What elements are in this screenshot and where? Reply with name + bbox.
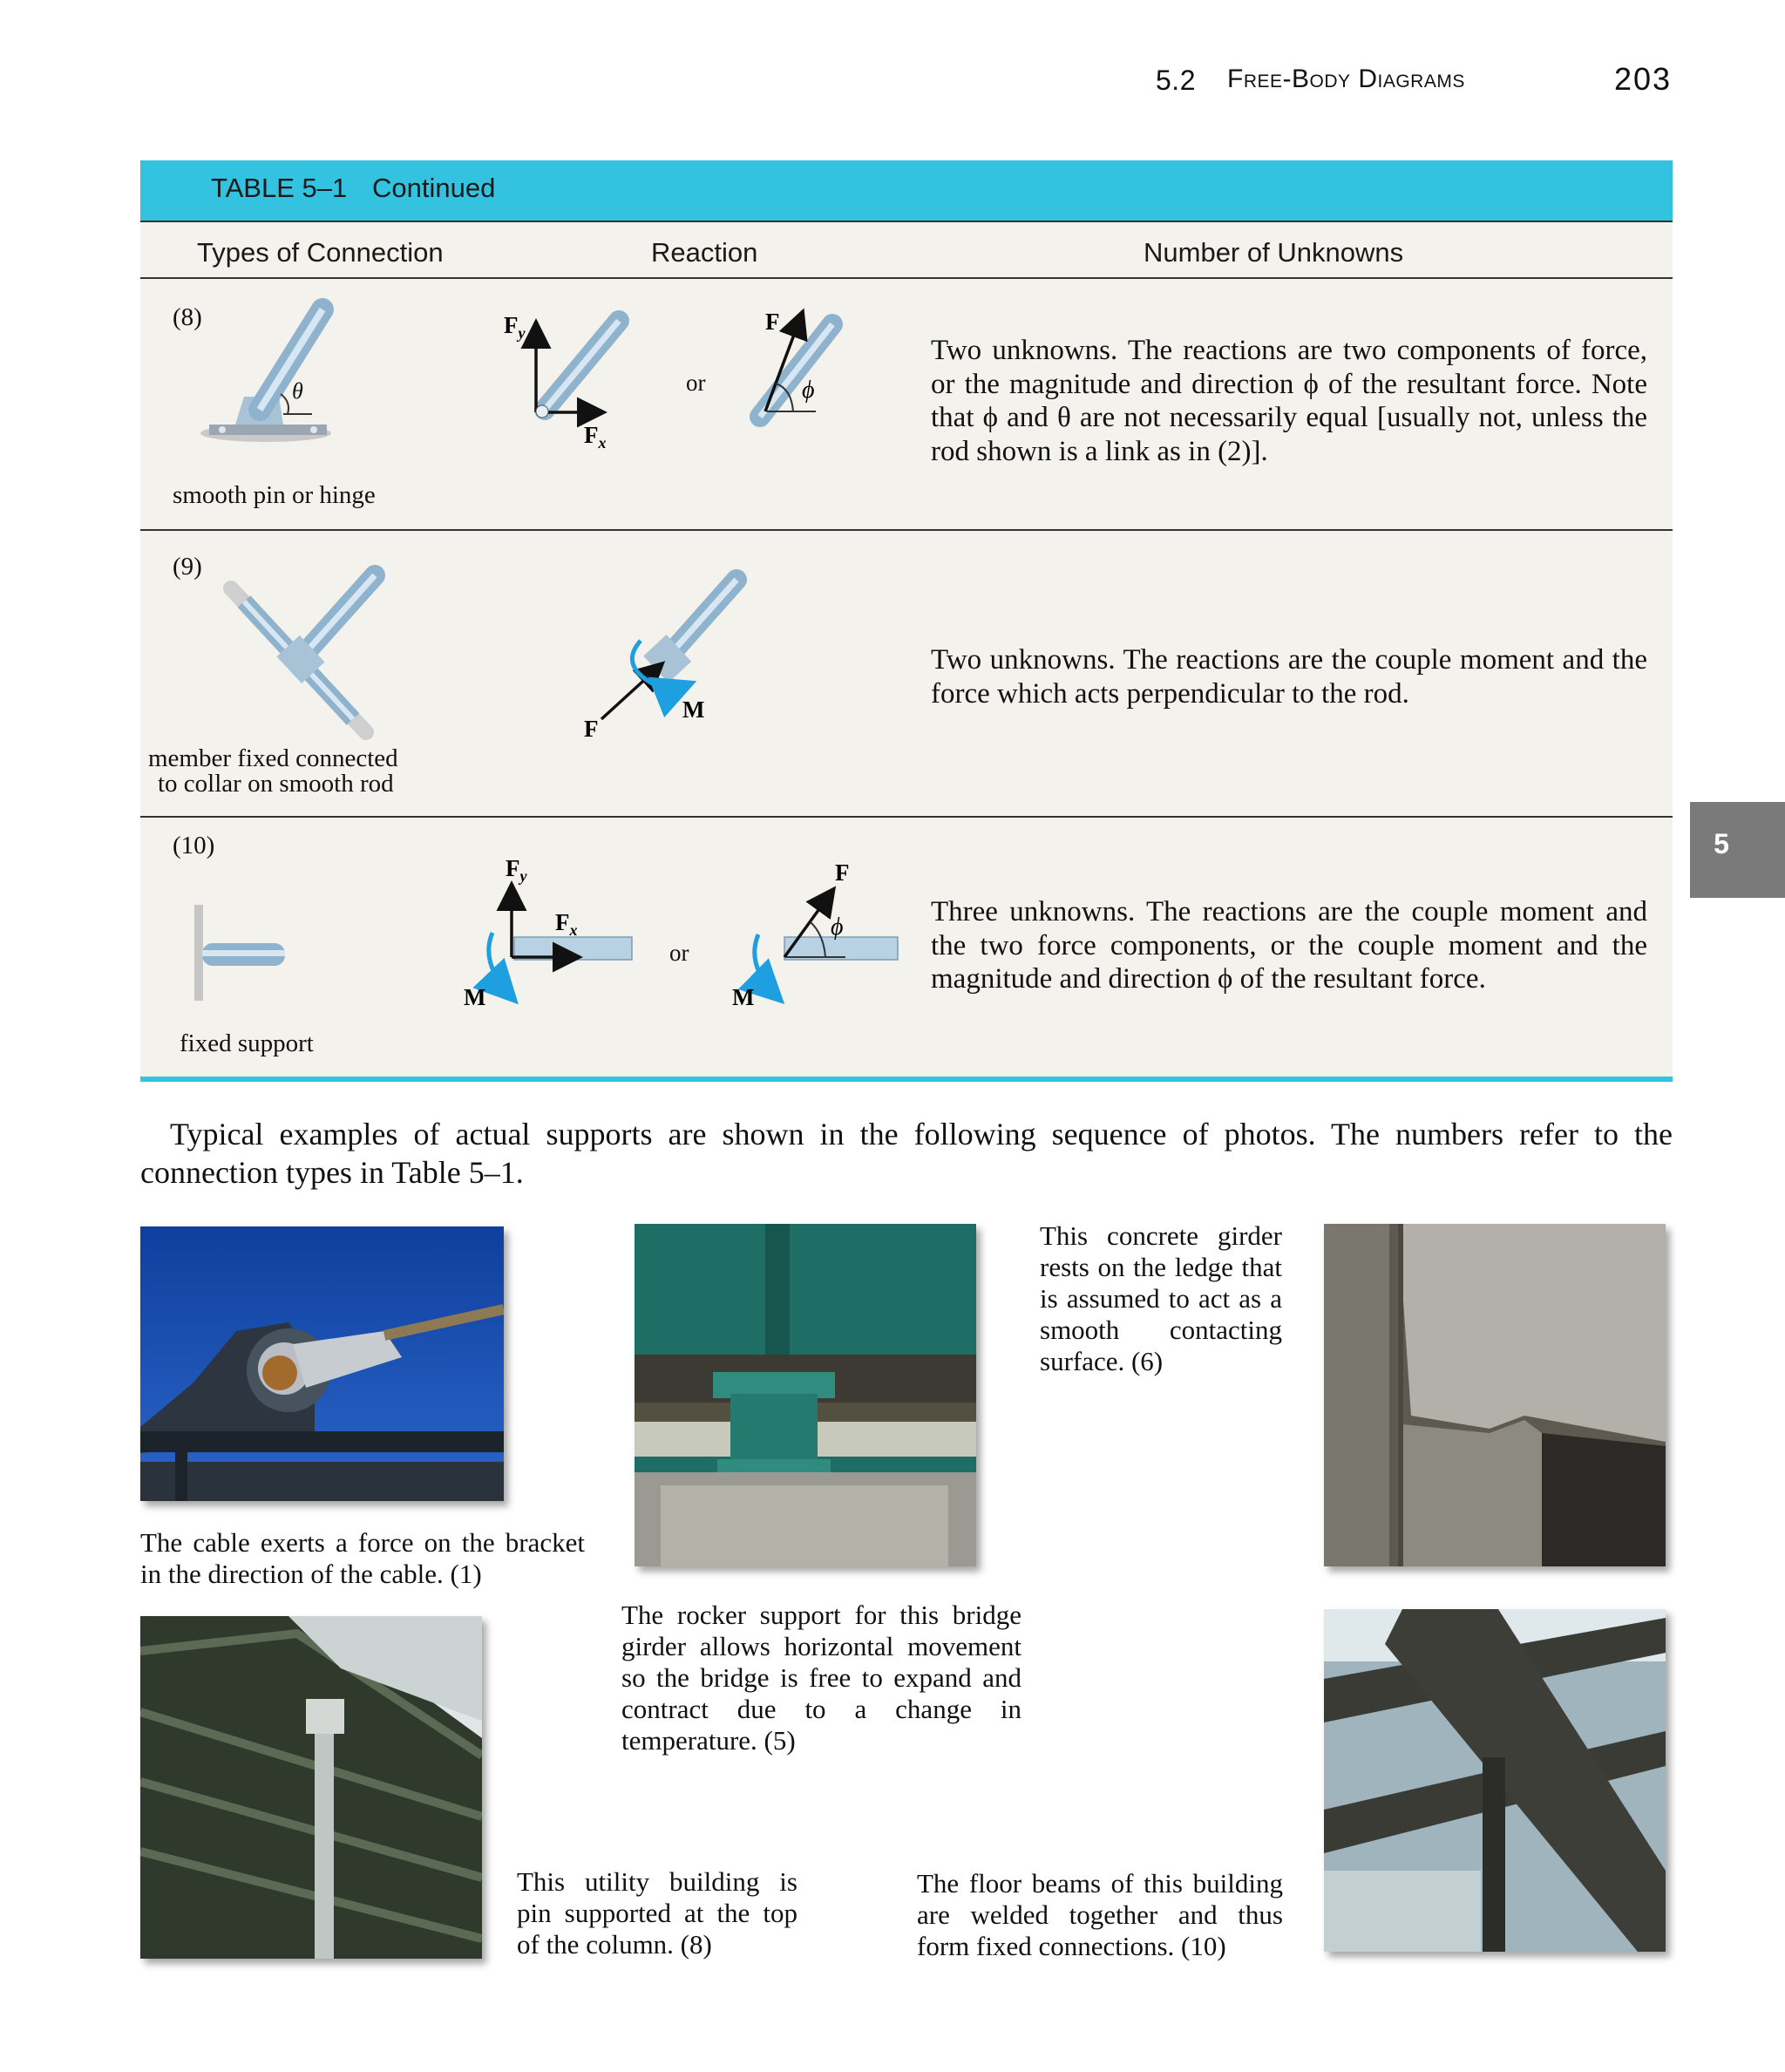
table-rule <box>140 221 1673 222</box>
svg-text:Fx <box>584 422 607 452</box>
fy-label: F <box>506 855 520 881</box>
chapter-tab-number: 5 <box>1714 828 1729 859</box>
table-row-divider <box>140 529 1673 531</box>
photo-cable-bracket <box>140 1226 504 1501</box>
table-caption: TABLE 5–1 <box>211 173 348 203</box>
table-header-reaction: Reaction <box>651 237 758 268</box>
row-8-reaction-components <box>497 305 645 453</box>
page-number: 203 <box>1614 61 1673 97</box>
floor-beams-picture <box>1324 1609 1666 1952</box>
m-label: M <box>732 984 755 1010</box>
m-label: M <box>464 984 486 1010</box>
row-9-description: Two unknowns. The reactions are the couple moment and the force which acts perpendicular to the rod. <box>931 644 1647 710</box>
row-number-8: (8) <box>173 303 202 331</box>
row-number-9: (9) <box>173 553 202 581</box>
table-continued-label: Continued <box>372 173 496 203</box>
row-8-caption: smooth pin or hinge <box>173 481 376 509</box>
rocker-support-picture <box>635 1224 976 1566</box>
f-label: F <box>765 309 780 335</box>
fy-sub: y <box>518 324 526 342</box>
utility-building-picture <box>140 1616 482 1959</box>
svg-text:Fx <box>555 909 578 939</box>
fx-label: F <box>584 422 599 448</box>
row-10-description: Three unknowns. The reactions are the couple moment and the two force components, or the couple moment and the magnitude and direction ϕ of the resultant force. <box>931 896 1647 995</box>
photo-cable-caption: The cable exerts a force on the bracket in the direction of the cable. (1) <box>140 1527 585 1589</box>
photo-floor-beams <box>1324 1609 1666 1952</box>
fx-sub: x <box>569 921 578 939</box>
phi-label: ϕ <box>831 914 844 941</box>
fy-label: F <box>504 312 519 338</box>
intro-paragraph: Typical examples of actual supports are shown in the following sequence of photos. The numbers refer to the connection types in Table 5–1. <box>140 1117 1673 1190</box>
photo-concrete-girder <box>1324 1224 1666 1566</box>
photo-rocker-support <box>635 1224 976 1566</box>
theta-label: θ <box>292 378 303 404</box>
phi-label: ϕ <box>802 377 815 404</box>
f-label: F <box>584 716 599 742</box>
table-header-connection: Types of Connection <box>197 237 444 268</box>
table-header-unknowns: Number of Unknowns <box>1144 237 1404 268</box>
running-head-title: Free-Body Diagrams <box>1227 65 1465 93</box>
row-number-10: (10) <box>173 832 215 859</box>
fx-sub: x <box>598 434 607 452</box>
fx-label: F <box>555 909 570 935</box>
row-8-reaction-resultant <box>741 305 872 436</box>
photo-utility-caption: This utility building is pin supported at the top of the column. (8) <box>517 1866 797 1960</box>
row-8-description: Two unknowns. The reactions are two components of force, or the magnitude and direction ϕ of the resultant force. Note that ϕ and θ are not necessarily equal [usually not, unless the rod shown is a link as in (2)]. <box>931 335 1647 467</box>
cable-bracket-picture <box>140 1226 504 1501</box>
running-head-section: 5.2 <box>1156 65 1196 96</box>
table-rule <box>140 277 1673 279</box>
table-row-divider <box>140 816 1673 818</box>
or-label: or <box>669 940 689 966</box>
photo-concrete-caption: This concrete girder rests on the ledge that is assumed to act as a smooth contacting surface. (6) <box>1040 1220 1282 1376</box>
photo-floor-beams-caption: The floor beams of this building are welded together and thus form fixed connections. (10) <box>917 1868 1283 1961</box>
row-10-reaction-components <box>462 850 636 1016</box>
row-10-reaction-resultant <box>728 854 902 1016</box>
photo-rocker-caption: The rocker support for this bridge girder allows horizontal movement so the bridge is free to expand and contract due to a change in temperature. (5) <box>621 1600 1021 1756</box>
f-label: F <box>835 859 850 886</box>
fixed-support-illustration <box>179 898 292 1011</box>
table-bottom-rule <box>140 1077 1673 1082</box>
table-caption-band <box>140 160 1673 221</box>
photo-utility-building <box>140 1616 482 1959</box>
row-9-caption-line-2: to collar on smooth rod <box>158 770 394 798</box>
row-9-reaction-diagram <box>567 562 767 754</box>
svg-text:Fy <box>504 312 526 342</box>
concrete-girder-picture <box>1324 1224 1666 1566</box>
or-label: or <box>686 370 706 396</box>
svg-text:Fy <box>506 855 528 885</box>
fy-sub: y <box>519 867 527 885</box>
row-9-caption-line-1: member fixed connected <box>148 744 398 772</box>
row-10-caption: fixed support <box>180 1029 314 1057</box>
pin-hinge-illustration <box>174 292 357 449</box>
collar-rod-illustration <box>214 558 388 745</box>
m-label: M <box>682 696 705 723</box>
